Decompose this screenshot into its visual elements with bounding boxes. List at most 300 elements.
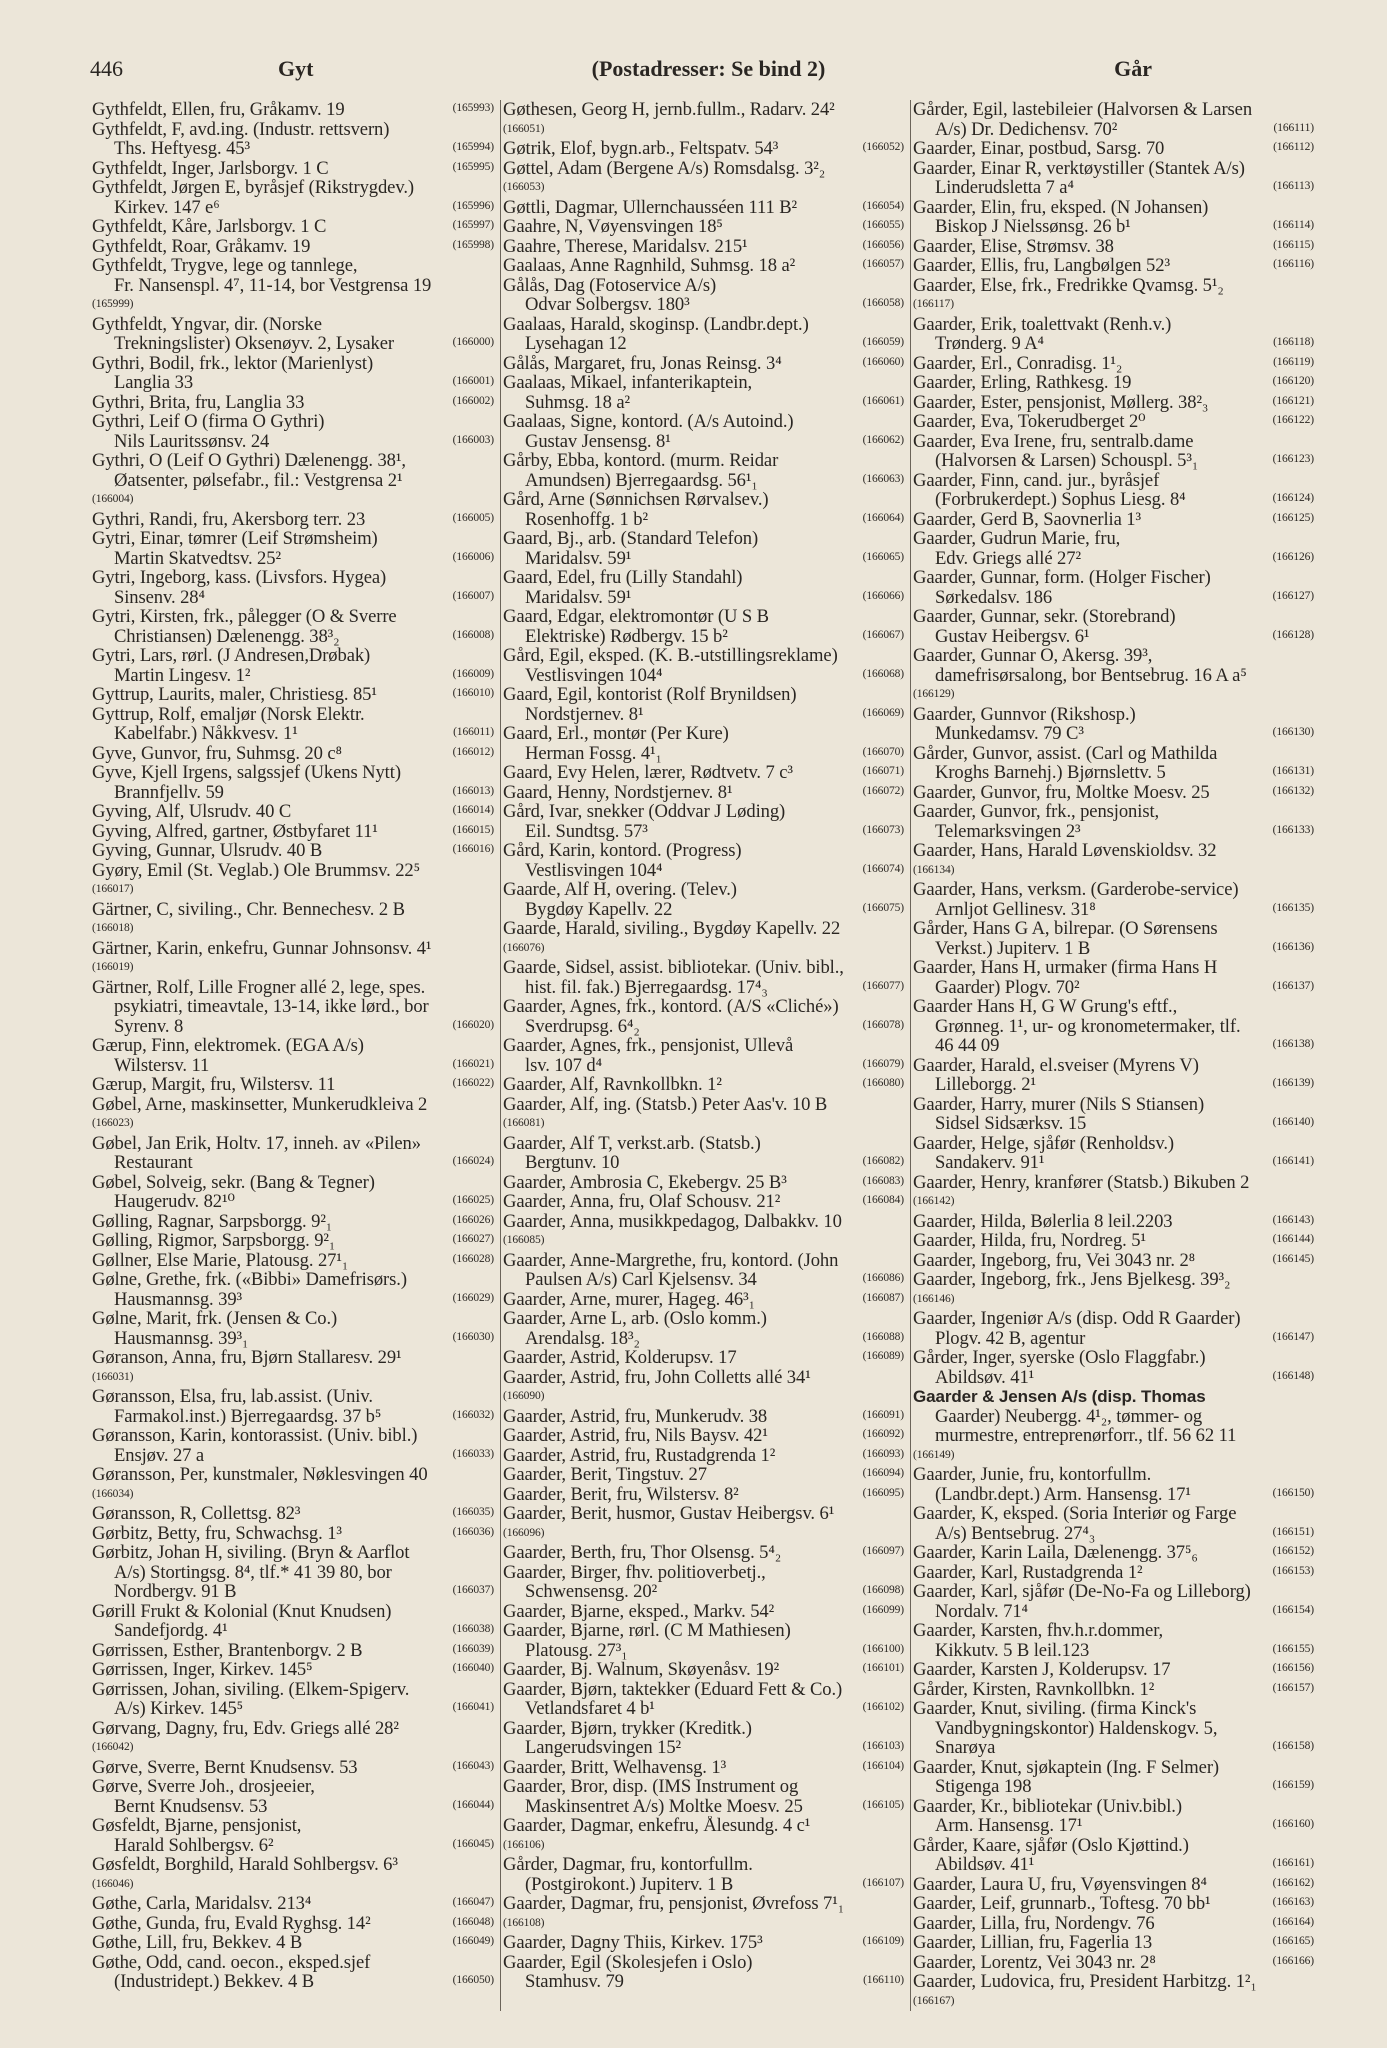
entry-id-code: (166096) — [503, 1526, 545, 1539]
entry-text-line: Hausmannsg. 39³₁ — [114, 1328, 249, 1348]
entry-text-line: Gaarder, Helge, sjåfør (Renholdsv.) — [913, 1133, 1174, 1153]
directory-entry — [503, 159, 904, 198]
directory-entry — [503, 841, 904, 880]
entry-id-code: (166101) — [860, 1659, 904, 1679]
directory-entry — [92, 315, 494, 354]
entry-text-line: Snarøya — [935, 1738, 996, 1758]
entry-id-code: (166024) — [450, 1152, 494, 1172]
page-number: 446 — [90, 56, 123, 81]
entry-text-line: Gaarder, Dagmar, enkefru, Ålesundg. 4 c¹ — [503, 1816, 811, 1836]
entry-text-line: Gaarder, Harald, el.sveiser (Myrens V) — [913, 1055, 1199, 1075]
directory-entry — [913, 1387, 1314, 1465]
directory-entry — [503, 1192, 904, 1212]
entry-id-code: (166104) — [860, 1757, 904, 1777]
entry-id-code: (166039) — [450, 1640, 494, 1660]
entry-id-code: (166019) — [92, 961, 134, 973]
directory-entry — [503, 276, 904, 315]
entry-text-line: 46 44 09 — [935, 1036, 1000, 1056]
entry-id-code: (166160) — [1270, 1815, 1314, 1835]
entry-text-line: Gyve, Gunvor, fru, Suhmsg. 20 c⁸ — [92, 743, 342, 763]
entry-id-code: (166040) — [450, 1659, 494, 1679]
entry-id-code: (166068) — [860, 665, 904, 685]
entry-text-line: Gaarder, Ingeborg, fru, Vei 3043 nr. 2⁸ — [913, 1250, 1196, 1270]
entry-text-line: Gytri, Ingeborg, kass. (Livsfors. Hygea) — [92, 568, 387, 588]
entry-id-code: (166058) — [860, 294, 904, 314]
entry-text-line: Gyttrup, Laurits, maler, Christiesg. 85¹ — [92, 685, 377, 705]
directory-entry — [92, 939, 494, 978]
entry-text-line: Trønderg. 9 A⁴ — [935, 334, 1044, 354]
entry-text-line: Gørve, Sverre, Bernt Knudsensv. 53 — [92, 1757, 358, 1777]
entry-text-line: Suhmsg. 18 a² — [525, 392, 630, 412]
entry-id-code: (166150) — [1270, 1484, 1314, 1504]
directory-entry — [503, 1660, 904, 1680]
entry-text-line: Arm. Hansensg. 17¹ — [935, 1816, 1083, 1836]
entry-id-code: (166145) — [1270, 1250, 1314, 1270]
entry-text-line: Gaarder, Gunvor, fru, Moltke Moesv. 25 — [913, 782, 1210, 802]
entry-text-line: Gaarder, Erling, Rathkesg. 19 — [913, 373, 1132, 393]
entry-text-line: Gythri, Randi, fru, Akersborg terr. 23 — [92, 509, 366, 529]
directory-entry — [92, 1680, 494, 1719]
entry-text-line: Gyving, Alfred, gartner, Østbyfaret 11¹ — [92, 821, 378, 841]
entry-id-code: (166075) — [860, 899, 904, 919]
entry-id-code: (166143) — [1270, 1211, 1314, 1231]
guide-word-right: Går — [1114, 56, 1152, 81]
entry-id-code: (166027) — [450, 1230, 494, 1250]
entry-text-line: Langerudsvingen 15² — [525, 1738, 682, 1758]
entry-id-code: (166012) — [450, 743, 494, 763]
directory-entry — [92, 1134, 494, 1173]
entry-text-line: Gøranson, Anna, fru, Bjørn Stallaresv. 29¹ — [92, 1348, 402, 1368]
entry-id-code: (166061) — [860, 392, 904, 412]
entry-id-code: (166124) — [1270, 489, 1314, 509]
entry-text-line: Gaarder, Anne-Margrethe, fru, kontord. (John — [503, 1250, 839, 1270]
entry-id-code: (166109) — [860, 1932, 904, 1952]
entry-text-line: Bygdøy Kapellv. 22 — [525, 899, 673, 919]
entry-id-code: (166117) — [913, 298, 954, 310]
entry-id-code: (166137) — [1270, 977, 1314, 997]
entry-text-line: psykiatri, timeavtale, 13-14, ikke lørd., bor — [114, 997, 429, 1017]
entry-text-line: Gaarder, Gunnar, form. (Holger Fischer) — [913, 568, 1211, 588]
entry-id-code: (166139) — [1270, 1074, 1314, 1094]
directory-entry — [503, 1933, 904, 1953]
entry-text-line: Linderudsletta 7 a⁴ — [935, 178, 1074, 198]
entry-text-line: Gythfeldt, Jørgen E, byråsjef (Rikstrygdev.) — [92, 178, 414, 198]
entry-id-code: (166056) — [860, 236, 904, 256]
entry-text-line: Elektriske) Rødbergv. 15 b² — [525, 626, 728, 646]
entry-text-line: Herman Fossg. 4¹₁ — [525, 743, 662, 763]
entry-id-code: (166034) — [92, 1487, 134, 1500]
entry-id-code: (166038) — [450, 1620, 494, 1640]
entry-text-line: Brannfjellv. 59 — [114, 782, 224, 802]
entry-text-line: Gaarder, Junie, fru, kontorfullm. — [913, 1465, 1152, 1485]
directory-entry — [92, 1095, 494, 1134]
directory-entry — [913, 1348, 1314, 1387]
entry-id-code: (165996) — [450, 197, 494, 217]
entry-text-line: Gård, Ivar, snekker (Oddvar J Løding) — [503, 802, 786, 822]
entry-text-line: Eil. Sundtsg. 57³ — [525, 821, 648, 841]
directory-entry — [503, 1309, 904, 1348]
entry-text-line: Gyttrup, Rolf, emaljør (Norsk Elektr. — [92, 704, 365, 724]
entry-id-code: (166053) — [503, 181, 545, 193]
directory-entry — [913, 1699, 1314, 1758]
entry-text-line: Gaarder, Alf T, verkst.arb. (Statsb.) — [503, 1133, 761, 1153]
entry-text-line: Vetlandsfaret 4 b¹ — [525, 1699, 655, 1719]
entry-id-code: (166081) — [503, 1117, 545, 1129]
directory-entry — [913, 802, 1314, 841]
entry-id-code: (166000) — [450, 333, 494, 353]
entry-id-code: (166045) — [450, 1835, 494, 1855]
entry-text-line: Gaard, Bj., arb. (Standard Telefon) — [503, 529, 759, 549]
directory-entry — [503, 1680, 904, 1719]
entry-id-code: (166116) — [1270, 255, 1314, 275]
entry-text-line: Gaarder Hans H, G W Grung's eftf., — [913, 997, 1178, 1017]
entry-text-line: Maskinsentret A/s) Moltke Moesv. 25 — [525, 1796, 803, 1816]
entry-id-code: (166077) — [860, 977, 904, 997]
directory-entry — [913, 471, 1314, 510]
entry-id-code: (166085) — [503, 1234, 545, 1246]
entry-text-line: A/s) Bentsebrug. 27⁴₃ — [935, 1523, 1096, 1543]
entry-text-line: Sinsenv. 28⁴ — [114, 587, 205, 607]
entry-id-code: (165993) — [450, 99, 494, 119]
directory-entry — [92, 1309, 494, 1348]
directory-entry — [913, 1095, 1314, 1134]
directory-entry — [92, 159, 494, 179]
directory-entry — [92, 1387, 494, 1426]
entry-text-line: (Postgirokont.) Jupiterv. 1 B — [525, 1874, 734, 1894]
directory-entry — [92, 900, 494, 939]
guide-word-left: Gyt — [278, 56, 314, 81]
entry-id-code: (166092) — [860, 1425, 904, 1445]
entry-text-line: Gørbitz, Johan H, siviling. (Bryn & Aarflot — [92, 1543, 410, 1563]
entry-text-line: Gärtner, Rolf, Lille Frogner allé 2, lege, spes. — [92, 977, 426, 997]
entry-text-line: Gaarder, Laura U, fru, Vøyensvingen 8⁴ — [913, 1874, 1207, 1894]
directory-entry — [913, 1797, 1314, 1836]
entry-text-line: Gårder, Dagmar, fru, kontorfullm. — [503, 1855, 753, 1875]
directory-entry — [503, 783, 904, 803]
entry-text-line: Gytri, Einar, tømrer (Leif Strømsheim) — [92, 529, 378, 549]
entry-id-code: (166065) — [860, 548, 904, 568]
directory-entry — [503, 1894, 904, 1933]
entry-text-line: Gaarder, Karsten J, Kolderupsv. 17 — [913, 1660, 1171, 1680]
entry-id-code: (166063) — [860, 470, 904, 490]
entry-text-line: Gaarder, Berit, fru, Wilstersv. 8² — [503, 1484, 739, 1504]
entry-id-code: (166164) — [1270, 1913, 1314, 1933]
entry-id-code: (166002) — [450, 392, 494, 412]
entry-text-line: Gythfeldt, F, avd.ing. (Industr. rettsvern) — [92, 119, 390, 139]
directory-entry — [92, 1212, 494, 1232]
directory-entry — [913, 1914, 1314, 1934]
entry-text-line: Gøransson, R, Collettsg. 82³ — [92, 1504, 301, 1524]
entry-id-code: (166142) — [913, 1195, 955, 1207]
entry-id-code: (166033) — [450, 1445, 494, 1465]
directory-entry — [913, 1953, 1314, 1973]
entry-id-code: (166084) — [860, 1191, 904, 1211]
entry-id-code: (166146) — [913, 1292, 955, 1305]
directory-entry — [503, 1095, 904, 1134]
directory-entry — [913, 783, 1314, 803]
directory-entry — [92, 705, 494, 744]
entry-text-line: Gørill Frukt & Kolonial (Knut Knudsen) — [92, 1601, 392, 1621]
entry-text-line: Lilleborgg. 2¹ — [935, 1075, 1036, 1095]
directory-entry — [92, 607, 494, 646]
entry-text-line: Gyving, Alf, Ulsrudv. 40 C — [92, 802, 292, 822]
directory-entry — [92, 510, 494, 530]
directory-entry — [92, 744, 494, 764]
directory-entry — [92, 1543, 494, 1602]
entry-id-code: (166156) — [1270, 1659, 1314, 1679]
entry-id-code: (166049) — [450, 1932, 494, 1952]
entry-text-line: Gaarder, Arne L, arb. (Oslo komm.) — [503, 1309, 767, 1329]
entry-text-line: Gørvang, Dagny, fru, Edv. Griegs allé 28² — [92, 1718, 399, 1738]
entry-id-code: (166158) — [1270, 1737, 1314, 1757]
entry-text-line: Gårder, Hans G A, bilrepar. (O Sørensens — [913, 919, 1218, 939]
directory-entry — [92, 1173, 494, 1212]
directory-entry — [92, 1251, 494, 1271]
directory-entry — [92, 1719, 494, 1758]
entry-text-line: Gaarder, Alf, ing. (Statsb.) Peter Aas'v. 10 B — [503, 1094, 828, 1114]
entry-text-line: Gøtrik, Elof, bygn.arb., Feltspatv. 54³ — [503, 139, 779, 159]
entry-text-line: Munkedamsv. 79 C³ — [935, 724, 1084, 744]
directory-entry — [913, 1270, 1314, 1309]
directory-entry — [913, 744, 1314, 783]
directory-entry — [913, 646, 1314, 705]
entry-text-line: Gårder, Inger, syerske (Oslo Flaggfabr.) — [913, 1348, 1206, 1368]
entry-id-code: (165995) — [450, 158, 494, 178]
directory-entry — [913, 1465, 1314, 1504]
entry-text-line: Odvar Solbergsv. 180³ — [525, 295, 690, 315]
entry-text-line: Biskop J Nielssønsg. 26 b¹ — [935, 217, 1131, 237]
entry-id-code: (166023) — [92, 1117, 134, 1129]
entry-id-code: (166029) — [450, 1289, 494, 1309]
entry-text-line: Gaarder, Einar R, verktøystiller (Stantek A/s) — [913, 158, 1245, 178]
entry-text-line: Gaarder, Gunnvor (Rikshosp.) — [913, 704, 1136, 724]
entry-text-line: Gøllner, Else Marie, Platousg. 27¹₁ — [92, 1250, 349, 1270]
entry-id-code: (166162) — [1270, 1874, 1314, 1894]
entry-id-code: (166076) — [503, 941, 545, 954]
entry-id-code: (166037) — [450, 1581, 494, 1601]
directory-entry — [92, 354, 494, 393]
directory-entry — [92, 978, 494, 1037]
directory-entry — [92, 841, 494, 861]
entry-text-line: hist. fil. fak.) Bjerregaardsg. 17⁴₃ — [525, 977, 768, 997]
directory-entry — [503, 1407, 904, 1427]
entry-id-code: (166163) — [1270, 1893, 1314, 1913]
directory-entry — [92, 1933, 494, 1953]
entry-text-line: Gythri, Leif O (firma O Gythri) — [92, 412, 325, 432]
directory-entry — [503, 724, 904, 763]
directory-entry — [913, 997, 1314, 1056]
directory-entry — [503, 1504, 904, 1543]
entry-id-code: (166157) — [1270, 1679, 1314, 1699]
directory-entry — [503, 1426, 904, 1446]
entry-text-line: Kabelfabr.) Nåkkvesv. 1¹ — [114, 724, 298, 744]
entry-id-code: (166128) — [1270, 626, 1314, 646]
entry-text-line: Gøbel, Arne, maskinsetter, Munkerudkleiva 2 — [92, 1094, 428, 1114]
directory-entry — [92, 1953, 494, 1992]
directory-columns — [90, 100, 1320, 2011]
entry-id-code: (166088) — [860, 1328, 904, 1348]
entry-text-line: Gustav Heibergsv. 6¹ — [935, 626, 1090, 646]
directory-entry — [92, 1524, 494, 1544]
column-3 — [910, 100, 1320, 2011]
entry-id-code: (166054) — [860, 197, 904, 217]
entry-text-line: Gøttel, Adam (Bergene A/s) Romsdalsg. 3²₂ — [503, 158, 826, 178]
directory-entry — [913, 1894, 1314, 1914]
entry-text-line: (Halvorsen & Larsen) Schouspl. 5³₁ — [935, 451, 1199, 471]
entry-text-line: Arnljot Gellinesv. 31⁸ — [935, 899, 1096, 919]
entry-text-line: Haugerudv. 82¹⁰ — [114, 1192, 235, 1212]
entry-id-code: (166159) — [1270, 1776, 1314, 1796]
entry-text-line: Gaarde, Harald, siviling., Bygdøy Kapellv. 22 — [503, 919, 841, 939]
directory-entry — [913, 1056, 1314, 1095]
directory-entry — [503, 1621, 904, 1660]
entry-text-line: Martin Skatvedtsv. 25² — [114, 548, 281, 568]
directory-entry — [92, 412, 494, 451]
entry-text-line: Gaarder, Eva, Tokerudberget 2⁰ — [913, 412, 1146, 432]
entry-text-line: Stigenga 198 — [935, 1777, 1032, 1797]
entry-text-line: Gaarder, Karsten, fhv.h.r.dommer, — [913, 1621, 1164, 1641]
entry-text-line: Gythfeldt, Yngvar, dir. (Norske — [92, 314, 322, 334]
entry-id-code: (166013) — [450, 782, 494, 802]
entry-id-code: (166005) — [450, 509, 494, 529]
entry-text-line: Gaarder, Astrid, Kolderupsv. 17 — [503, 1348, 737, 1368]
directory-entry — [503, 1348, 904, 1368]
directory-entry — [503, 646, 904, 685]
entry-id-code: (166060) — [860, 353, 904, 373]
entry-id-code: (166134) — [913, 863, 955, 876]
entry-text-line: Gaarder, Ellis, fru, Langbølgen 52³ — [913, 256, 1170, 276]
entry-text-line: Gaarder, Anna, fru, Olaf Schousv. 21² — [503, 1192, 781, 1212]
entry-text-line: Gaarder, Karin Laila, Dælenengg. 37⁵₆ — [913, 1543, 1198, 1563]
directory-entry — [913, 1563, 1314, 1583]
entry-id-code: (166062) — [860, 431, 904, 451]
entry-id-code: (166016) — [450, 840, 494, 860]
entry-text-line: Gaarder, Berth, fru, Thor Olsensg. 5⁴₂ — [503, 1543, 782, 1563]
entry-text-line: Gøthe, Gunda, fru, Evald Ryghsg. 14² — [92, 1913, 371, 1933]
directory-entry — [92, 1758, 494, 1778]
directory-entry — [913, 276, 1314, 315]
entry-text-line: Gaarder, Gunnar O, Akersg. 39³, — [913, 646, 1153, 666]
directory-entry — [503, 568, 904, 607]
entry-text-line: Stamhusv. 79 — [525, 1972, 624, 1992]
directory-entry — [503, 919, 904, 958]
entry-text-line: Gaarder, Hilda, fru, Nordreg. 5¹ — [913, 1231, 1146, 1251]
entry-text-line: Gaarder, Lorentz, Vei 3043 nr. 2⁸ — [913, 1952, 1156, 1972]
directory-entry — [92, 1602, 494, 1641]
entry-text-line: Telemarksvingen 2³ — [935, 821, 1081, 841]
directory-entry — [503, 607, 904, 646]
entry-text-line: Gøransson, Karin, kontorassist. (Univ. bibl.) — [92, 1426, 418, 1446]
entry-text-line: Gærup, Finn, elektromek. (EGA A/s) — [92, 1036, 364, 1056]
directory-entry — [913, 198, 1314, 237]
directory-entry — [913, 919, 1314, 958]
entry-id-code: (166082) — [860, 1152, 904, 1172]
entry-text-line: Gyving, Gunnar, Ulsrudv. 40 B — [92, 841, 323, 861]
entry-text-line: Gaarder, Lilla, fru, Nordengv. 76 — [913, 1913, 1155, 1933]
entry-id-code: (166041) — [450, 1698, 494, 1718]
directory-entry — [913, 315, 1314, 354]
entry-text-line: Gøbel, Solveig, sekr. (Bang & Tegner) — [92, 1172, 375, 1192]
entry-text-line: Gaarder, Finn, cand. jur., byråsjef — [913, 470, 1160, 490]
entry-text-line: Gaarder, Karl, Rustadgrenda 1² — [913, 1562, 1143, 1582]
directory-entry — [913, 880, 1314, 919]
entry-text-line: Rosenhoffg. 1 b² — [525, 509, 648, 529]
entry-text-line: Gaard, Edel, fru (Lilly Standahl) — [503, 568, 743, 588]
directory-entry — [913, 139, 1314, 159]
entry-id-code: (166091) — [860, 1406, 904, 1426]
entry-id-code: (166161) — [1270, 1854, 1314, 1874]
entry-text-line: Ensjøv. 27 a — [114, 1445, 205, 1465]
entry-id-code: (166093) — [860, 1445, 904, 1465]
directory-entry — [92, 1075, 494, 1095]
entry-id-code: (166166) — [1270, 1952, 1314, 1972]
directory-entry — [503, 451, 904, 490]
directory-entry — [913, 412, 1314, 432]
directory-entry — [92, 802, 494, 822]
entry-text-line: damefrisørsalong, bor Bentsebrug. 16 A a⁵ — [935, 665, 1247, 685]
directory-entry — [503, 1543, 904, 1563]
directory-entry — [503, 354, 904, 374]
entry-id-code: (166102) — [860, 1698, 904, 1718]
directory-entry — [92, 256, 494, 315]
directory-entry — [503, 1134, 904, 1173]
directory-entry — [92, 178, 494, 217]
entry-text-line: Gythri, Bodil, frk., lektor (Marienlyst) — [92, 353, 374, 373]
entry-text-line: Wilstersv. 11 — [114, 1055, 210, 1075]
entry-text-line: Gølling, Ragnar, Sarpsborgg. 9²₁ — [92, 1211, 333, 1231]
entry-id-code: (166018) — [92, 922, 134, 934]
header-note: (Postadresser: Se bind 2) — [591, 56, 826, 81]
entry-id-code: (166030) — [450, 1328, 494, 1348]
entry-text-line: Vandbygningskontor) Haldenskogv. 5, — [935, 1718, 1218, 1738]
directory-entry — [92, 100, 494, 120]
entry-id-code: (166087) — [860, 1289, 904, 1309]
directory-entry — [503, 373, 904, 412]
entry-text-line: Gaahre, N, Vøyensvingen 18⁵ — [503, 217, 723, 237]
entry-text-line: Plogv. 42 B, agentur — [935, 1328, 1086, 1348]
entry-text-line: Gøransson, Per, kunstmaler, Nøklesvingen 40 — [92, 1465, 428, 1485]
entry-id-code: (166032) — [450, 1406, 494, 1426]
directory-entry — [913, 1836, 1314, 1875]
entry-text-line: Gythfeldt, Trygve, lege og tannlege, — [92, 256, 358, 276]
entry-text-line: Gaarder, Anna, musikkpedagog, Dalbakkv. 10 — [503, 1211, 842, 1231]
entry-id-code: (166126) — [1270, 548, 1314, 568]
directory-entry — [503, 1777, 904, 1816]
directory-entry — [913, 100, 1314, 139]
directory-entry — [503, 997, 904, 1036]
entry-text-line: Vestlisvingen 104⁴ — [525, 665, 663, 685]
entry-text-line: Gaarder, Ester, pensjonist, Møllerg. 38²₃ — [913, 392, 1209, 412]
directory-entry — [913, 393, 1314, 413]
entry-text-line: Maridalsv. 59¹ — [525, 548, 632, 568]
entry-text-line: Gaard, Henny, Nordstjernev. 8¹ — [503, 782, 733, 802]
entry-text-line: Gårder, Gunvor, assist. (Carl og Mathilda — [913, 743, 1218, 763]
entry-text-line: Gaarder, Gunnar, sekr. (Storebrand) — [913, 607, 1176, 627]
entry-id-code: (166148) — [1270, 1367, 1314, 1387]
entry-text-line: Gaarder, Bjarne, rørl. (C M Mathiesen) — [503, 1621, 791, 1641]
entry-text-line: Sørkedalsv. 186 — [935, 587, 1053, 607]
entry-text-line: Nordalv. 71⁴ — [935, 1601, 1028, 1621]
entry-text-line: Gythri, Brita, fru, Langlia 33 — [92, 392, 305, 412]
entry-text-line: Gaarder, Astrid, fru, Munkerudv. 38 — [503, 1406, 768, 1426]
directory-entry — [503, 490, 904, 529]
entry-text-line: Gårder, Kirsten, Ravnkollbkn. 1² — [913, 1679, 1155, 1699]
entry-text-line: Gølne, Marit, frk. (Jensen & Co.) — [92, 1309, 338, 1329]
entry-id-code: (166108) — [503, 1916, 545, 1929]
entry-text-line: Gaarde, Alf H, overing. (Telev.) — [503, 880, 737, 900]
entry-text-line: Gythri, O (Leif O Gythri) Dælenengg. 38¹, — [92, 451, 406, 471]
entry-id-code: (166133) — [1270, 821, 1314, 841]
